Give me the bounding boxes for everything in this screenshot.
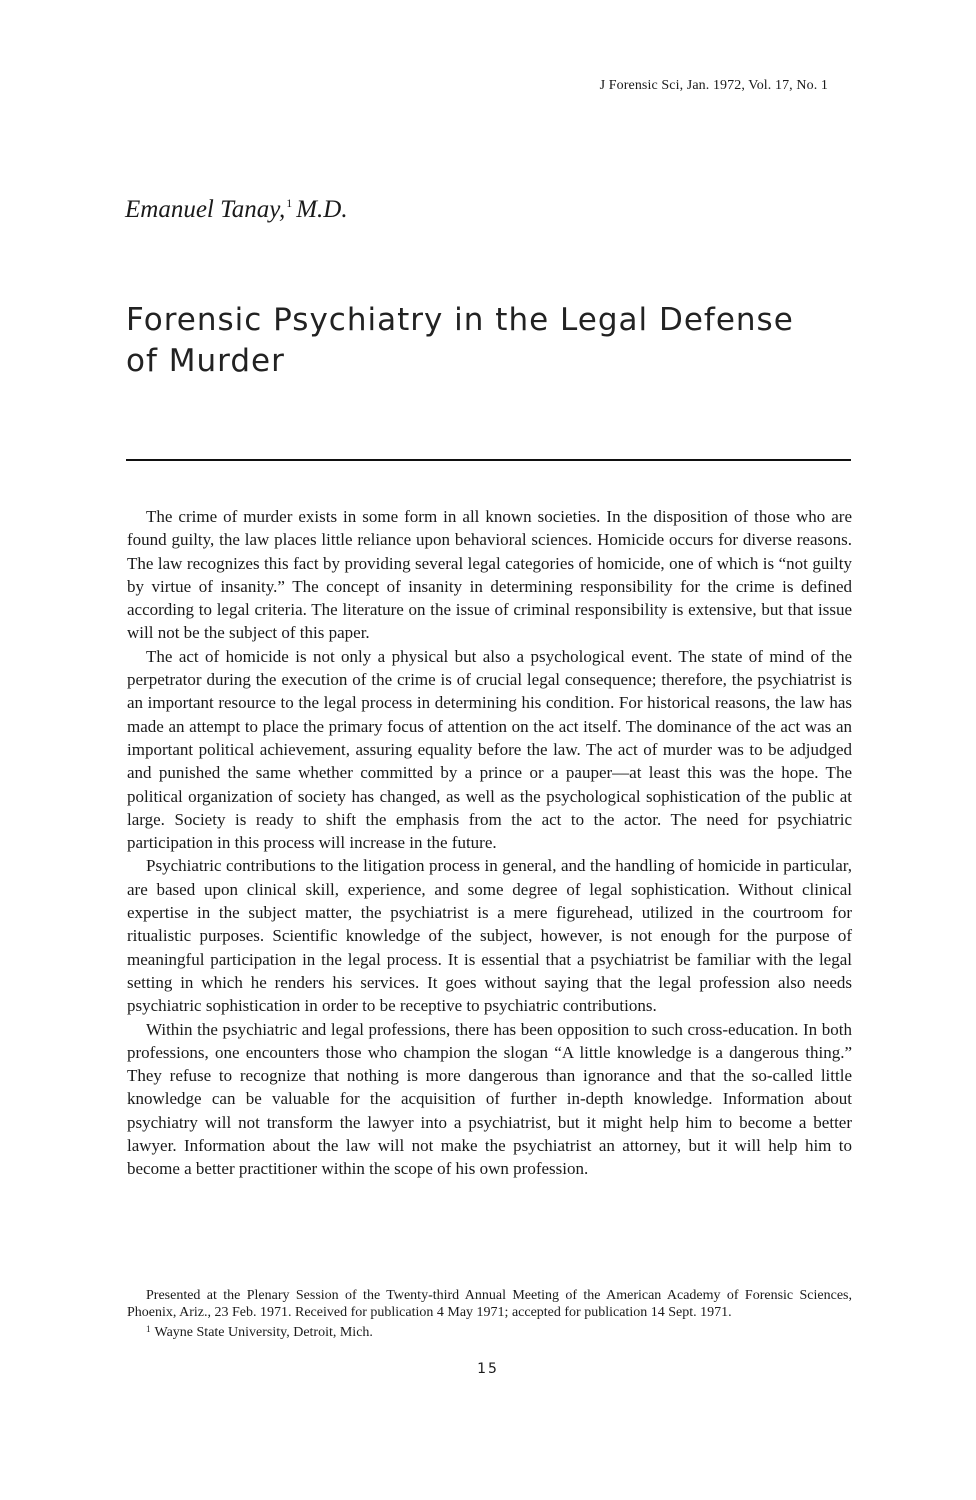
author-footnote-marker: 1 bbox=[286, 196, 293, 210]
body-paragraph: The crime of murder exists in some form in all known societies. In the disposition of those who are found guilty, the law places little reliance upon behavioral sciences. Homicide occurs for diverse reasons. The law recognizes this fact by providing several legal categories of homicide, one of which is “not guilty by virtue of insanity.” The concept of insanity in determining responsibility for the crime is defined according to legal criteria. The literature on the issue of criminal responsibility is extensive, but that issue will not be the subject of this paper. bbox=[127, 507, 852, 643]
title-line-2: of Murder bbox=[126, 343, 285, 379]
body-paragraph: Psychiatric contributions to the litigation process in general, and the handling of homicide in particular, are based upon clinical skill, experience, and some degree of legal sophistication. Without clinical expertise in the subject matter, the psychiatrist is a mere figurehead, utilized in the courtroom for ritualistic purposes. Scientific knowledge of the subject, however, is not enough for the purpose of meaningful participation in the legal process. It is essential that a psychiatrist be familiar with the legal setting in which he renders his services. It goes without saying that the legal profession also needs psychiatric sophistication in order to be receptive to psychiatric contributions. bbox=[127, 856, 852, 1016]
article-title bbox=[126, 300, 826, 382]
title-line-1: Forensic Psychiatry in the Legal Defense bbox=[126, 302, 794, 338]
affiliation-footnote bbox=[127, 1321, 852, 1341]
body-paragraph: The act of homicide is not only a physical but also a psychological event. The state of mind of the perpetrator during the execution of the crime is of crucial legal consequence; therefore, the psychiatrist is an important resource to the legal process in determining his condition. For historical reasons, the law has made an attempt to place the primary focus of attention on the act itself. The dominance of the act was an important political achievement, assuring equality before the law. The act of murder was to be adjudged and punished the same whether committed by a prince or a pauper—at least this was the hope. The political organization of society has changed, as well as the psychological sophistication of the public at large. Society is ready to shift the emphasis from the act to the actor. The need for psychiatric participation in this process will increase in the future. bbox=[127, 646, 852, 853]
footnotes bbox=[127, 1287, 852, 1341]
footnote-text: Wayne State University, Detroit, Mich. bbox=[154, 1325, 373, 1340]
body-paragraph: Within the psychiatric and legal professions, there has been opposition to such cross-education. In both professions, one encounters those who champion the slogan “A little knowledge is a dangerous thing.” They refuse to recognize that nothing is more dangerous than ignorance and that the so-called little knowledge can be valuable for the acquisition of further in-depth knowledge. Information about psychiatry will not transform the lawyer into a psychiatrist, but it might help him to become a better lawyer. Information about the law will not make the psychiatrist an attorney, but it will help him to become a better practitioner within the scope of his own profession. bbox=[127, 1019, 852, 1179]
title-divider bbox=[126, 459, 851, 461]
author-line bbox=[125, 196, 348, 224]
author-name: Emanuel Tanay, bbox=[125, 196, 286, 223]
footnote-marker: 1 bbox=[146, 1324, 151, 1334]
author-degree: M.D. bbox=[296, 196, 348, 223]
presentation-note: Presented at the Plenary Session of the Twenty-third Annual Meeting of the American Academy of Forensic Sciences, Phoenix, Ariz., 23 Feb. 1971. Received for publication 4 May 1971; accepted for publication 14 Sept. 1971. bbox=[127, 1288, 852, 1320]
running-head: J Forensic Sci, Jan. 1972, Vol. 17, No. 1 bbox=[599, 78, 828, 93]
page-number: 15 bbox=[477, 1361, 499, 1377]
article-body bbox=[127, 505, 852, 1181]
